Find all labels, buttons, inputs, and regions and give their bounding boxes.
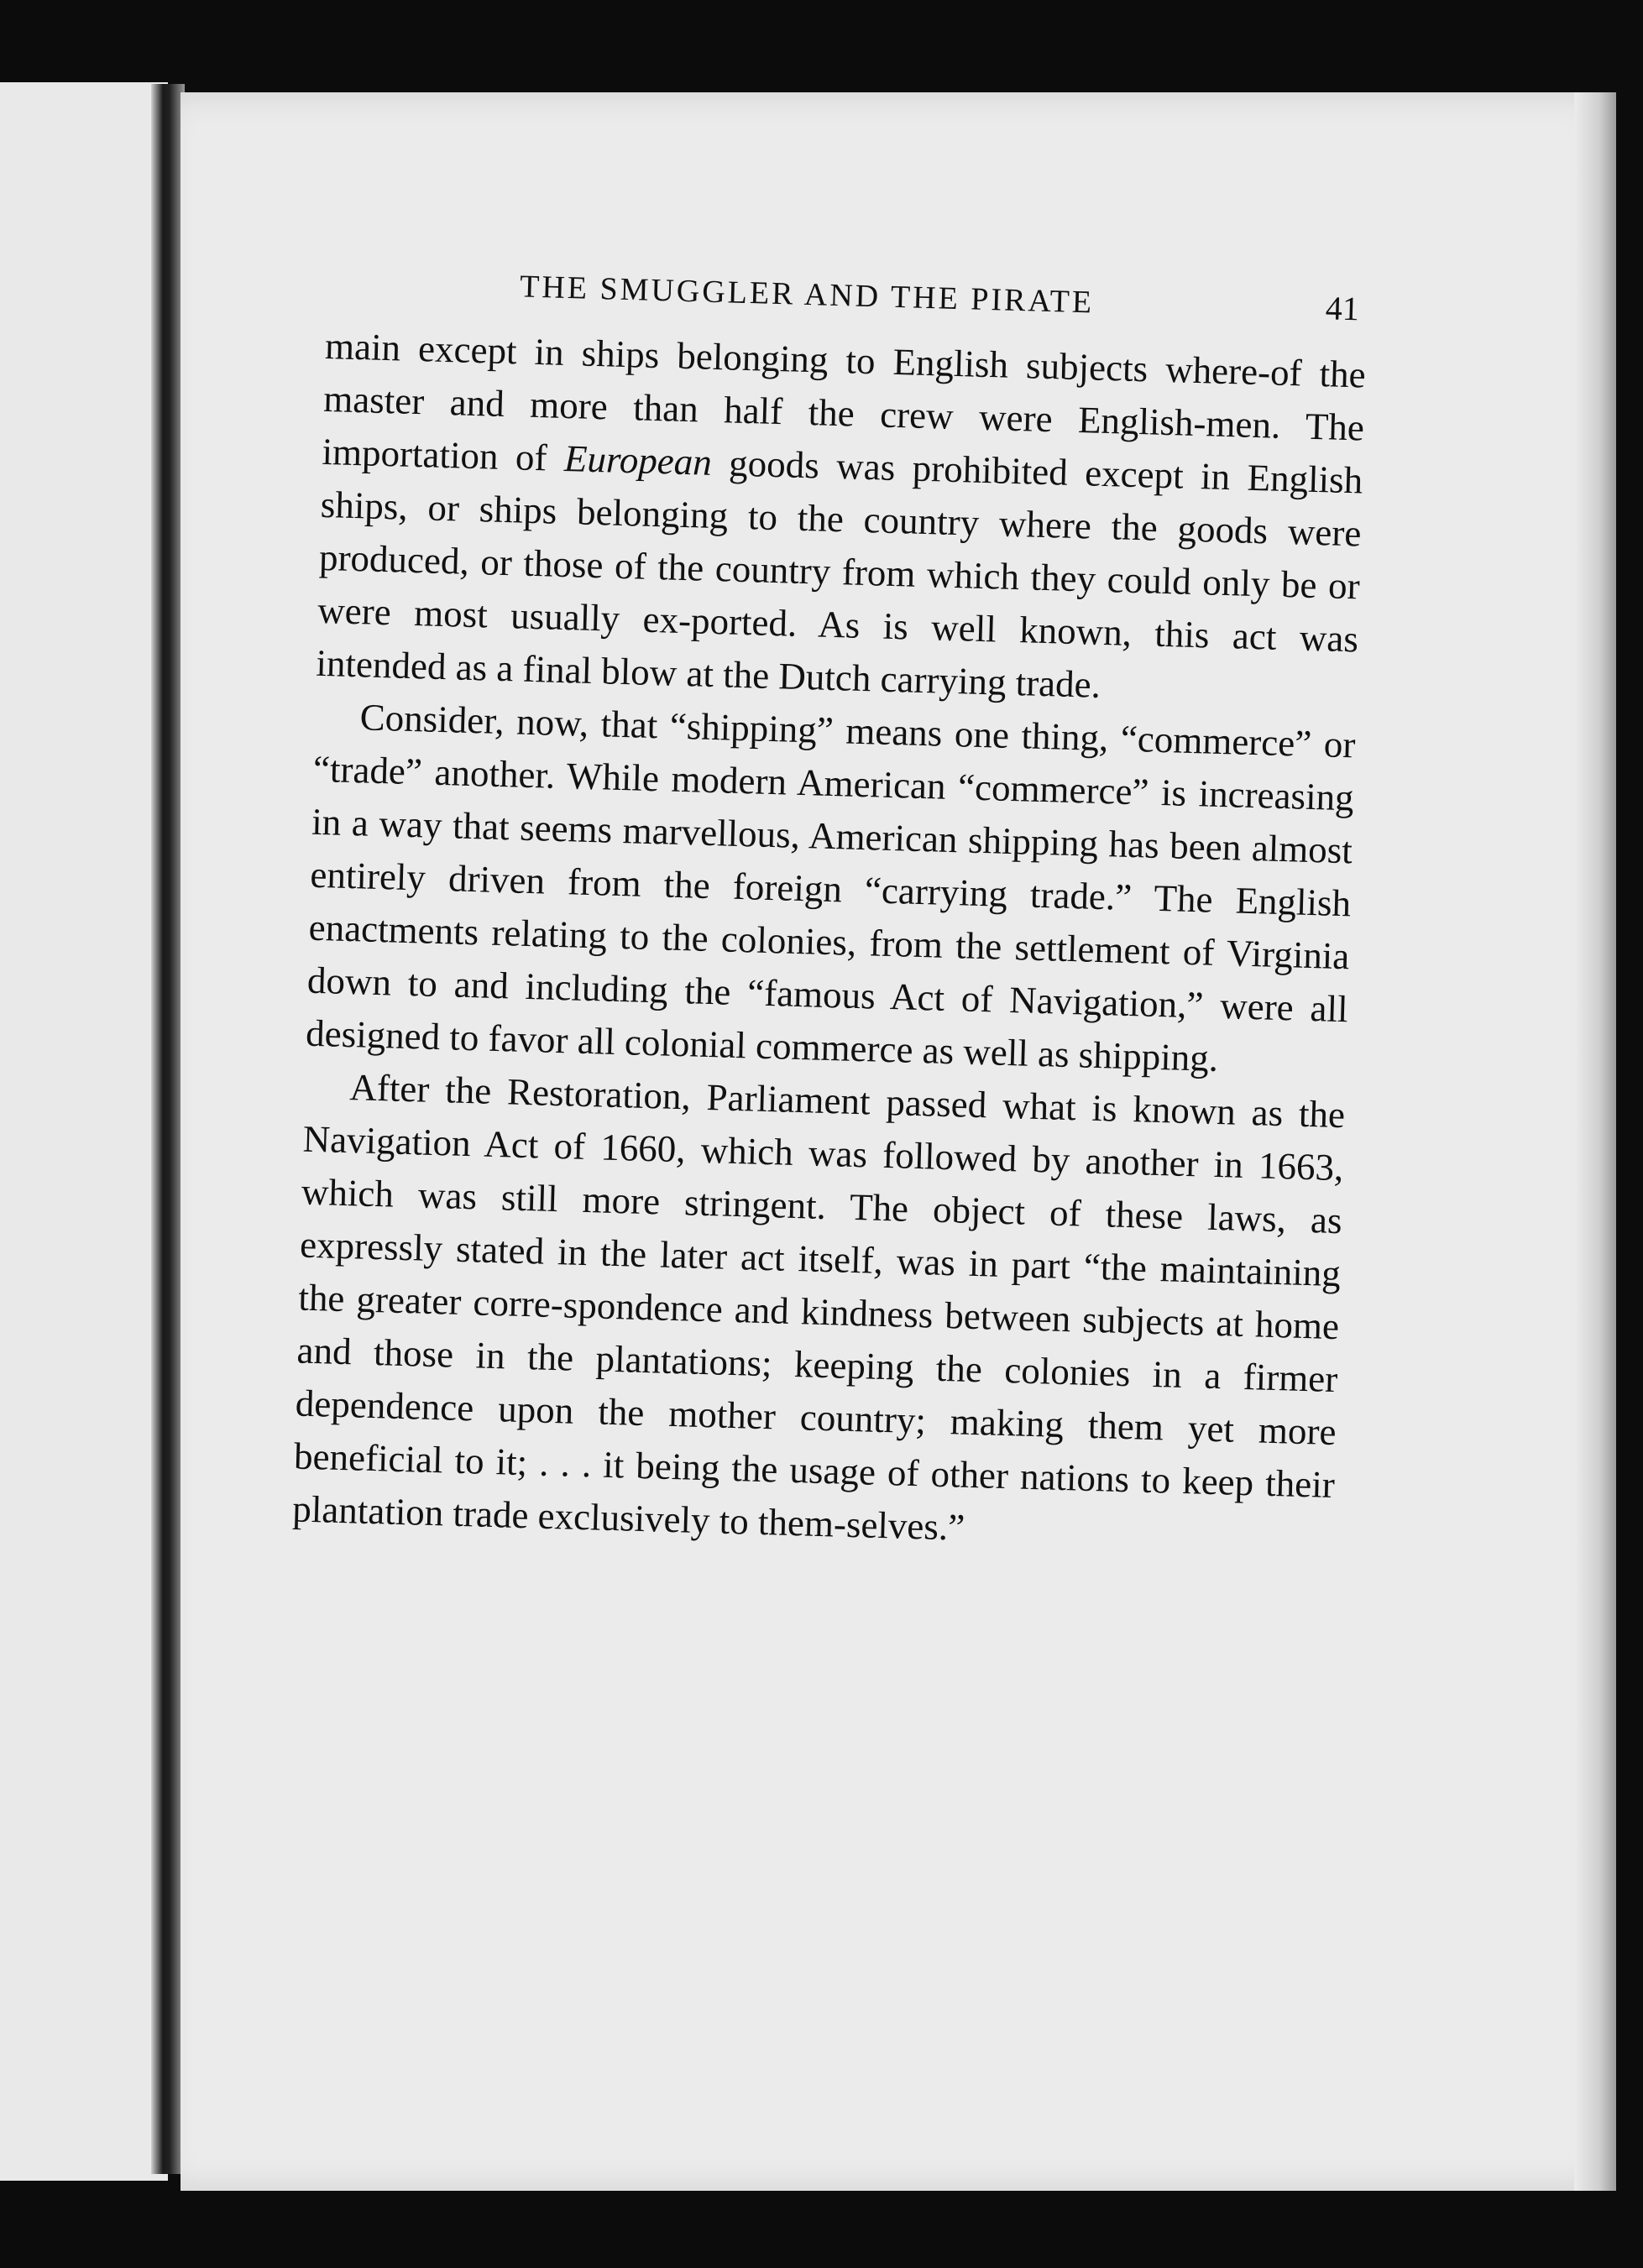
running-head [327,260,1368,329]
paragraph-1 [316,320,1367,719]
facing-page-edge [0,82,168,2181]
paragraph-2: Consider, now, that “shipping” means one thing, “commerce” or “trade” another. While modern American “commerce” is increasing in a way that seems marvellous, American shipping has been almost entirely driven from the foreign “carrying trade.” The English enactments relating to the colonies, from the settlement of Virginia down to and including the “famous Act of Navigation,” were all designed to favor all colonial commerce as well as shipping. [305,696,1357,1079]
paragraph-1-end: goods was prohibited except in English ships, or ships belonging to the country where the goods were produced, or those of the country from which they could only be or were most usually ex-ported. As is well known, this act was intended as a final blow at the Dutch carrying trade. [315,441,1363,706]
page-number: 41 [1325,289,1360,328]
book-page [181,92,1616,2191]
book-gutter [151,84,185,2174]
paragraph-1-start: main except in ships belonging to English subjects where-of the master and more than half the crew were English-men. The importation of [321,324,1367,479]
page-edge-shadow [1574,92,1616,2191]
page-text-block [292,260,1368,1565]
paragraph-3: After the Restoration, Parliament passed what is known as the Navigation Act of 1660, which was followed by another in 1663, which was still more stringent. The object of these laws, as expressly stated in the later act itself, was in part “the maintaining the greater corre-spondence and kindness between subjects at home and those in the plantations; keeping the colonies in a firmer dependence upon the mother country; making them yet more beneficial to it; . . . it being the usage of other nations to keep their plantation trade exclusively to them-selves.” [291,1066,1346,1549]
body-text [292,320,1367,1565]
italic-word: European [563,436,713,483]
running-title: THE SMUGGLER AND THE PIRATE [519,269,1095,321]
